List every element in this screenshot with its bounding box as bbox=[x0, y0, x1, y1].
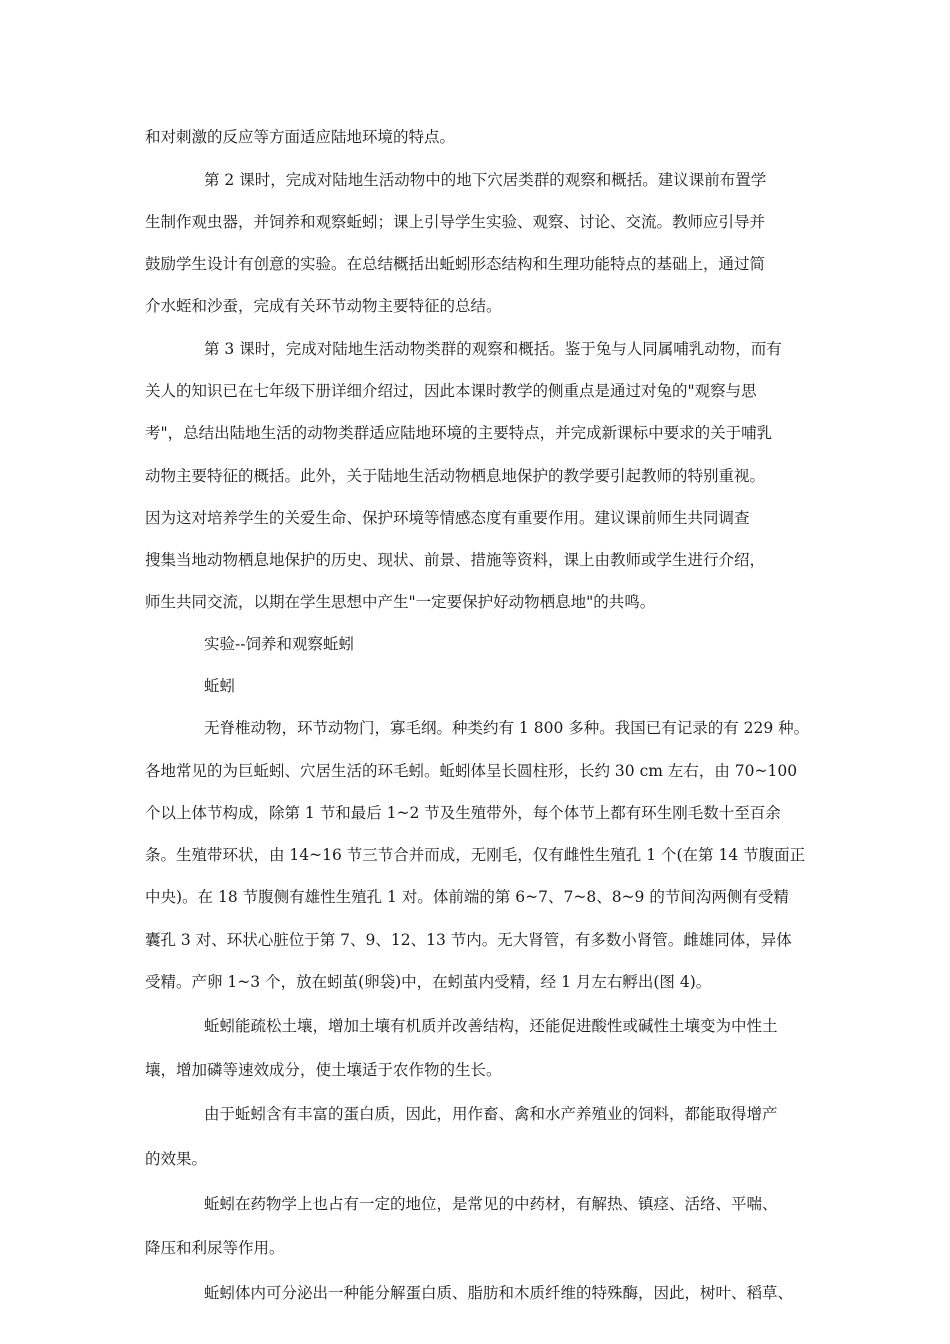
text-line: 和对刺激的反应等方面适应陆地环境的特点。 bbox=[145, 128, 456, 146]
text-line: 考"，总结出陆地生活的动物类群适应陆地环境的主要特点，并完成新课标中要求的关于哺乳 bbox=[145, 424, 773, 442]
section-heading: 实验--饲养和观察蚯蚓 bbox=[204, 635, 354, 653]
section-heading: 蚯蚓 bbox=[204, 677, 236, 695]
text-line: 受精。产卵 1~3 个，放在蚓茧(卵袋)中，在蚓茧内受精，经 1 月左右孵出(图 4)。 bbox=[145, 973, 712, 991]
text-line: 生制作观虫器，并饲养和观察蚯蚓；课上引导学生实验、观察、讨论、交流。教师应引导并 bbox=[145, 213, 766, 231]
text-line: 个以上体节构成，除第 1 节和最后 1~2 节及生殖带外，每个体节上都有环生刚毛数十至百余 bbox=[145, 804, 781, 822]
text-line: 壤，增加磷等速效成分，使土壤适于农作物的生长。 bbox=[145, 1061, 502, 1079]
text-line: 动物主要特征的概括。此外，关于陆地生活动物栖息地保护的教学要引起教师的特别重视。 bbox=[145, 467, 766, 485]
text-line: 无脊椎动物，环节动物门，寡毛纲。种类约有 1 800 多种。我国已有记录的有 229 种。 bbox=[204, 719, 810, 737]
text-line: 囊孔 3 对、环状心脏位于第 7、9、12、13 节内。无大肾管，有多数小肾管。雌雄同体，异体 bbox=[145, 931, 792, 949]
text-line: 鼓励学生设计有创意的实验。在总结概括出蚯蚓形态结构和生理功能特点的基础上，通过简 bbox=[145, 255, 766, 273]
text-line: 师生共同交流，以期在学生思想中产生"一定要保护好动物栖息地"的共鸣。 bbox=[145, 593, 656, 611]
text-line: 中央)。在 18 节腹侧有雄性生殖孔 1 对。体前端的第 6~7、7~8、8~9 的节间沟两侧有受精 bbox=[145, 888, 789, 906]
text-line: 搜集当地动物栖息地保护的历史、现状、前景、措施等资料，课上由教师或学生进行介绍， bbox=[145, 551, 766, 569]
text-line: 降压和利尿等作用。 bbox=[145, 1239, 285, 1257]
text-line: 条。生殖带环状，由 14~16 节三节合并而成，无刚毛，仅有雌性生殖孔 1 个(在第 14 节腹面正 bbox=[145, 846, 806, 864]
text-line: 介水蛭和沙蚕，完成有关环节动物主要特征的总结。 bbox=[145, 297, 502, 315]
text-line: 由于蚯蚓含有丰富的蛋白质，因此，用作畜、禽和水产养殖业的饲料，都能取得增产 bbox=[204, 1105, 778, 1123]
text-line: 蚯蚓在药物学上也占有一定的地位，是常见的中药材，有解热、镇痉、活络、平喘、 bbox=[204, 1195, 778, 1213]
text-line: 第 3 课时，完成对陆地生活动物类群的观察和概括。鉴于兔与人同属哺乳动物，而有 bbox=[204, 340, 782, 358]
text-line: 的效果。 bbox=[145, 1150, 208, 1168]
text-line: 因为这对培养学生的关爱生命、保护环境等情感态度有重要作用。建议课前师生共同调查 bbox=[145, 509, 750, 527]
text-line: 蚯蚓体内可分泌出一种能分解蛋白质、脂肪和木质纤维的特殊酶，因此，树叶、稻草、 bbox=[204, 1284, 794, 1302]
text-line: 关人的知识已在七年级下册详细介绍过，因此本课时教学的侧重点是通过对兔的"观察与思 bbox=[145, 382, 757, 400]
text-line: 蚯蚓能疏松土壤，增加土壤有机质并改善结构，还能促进酸性或碱性土壤变为中性土 bbox=[204, 1017, 778, 1035]
text-line: 各地常见的为巨蚯蚓、穴居生活的环毛蚓。蚯蚓体呈长圆柱形，长约 30 cm 左右，由 70~100 bbox=[145, 762, 798, 780]
text-line: 第 2 课时，完成对陆地生活动物中的地下穴居类群的观察和概括。建议课前布置学 bbox=[204, 171, 767, 189]
